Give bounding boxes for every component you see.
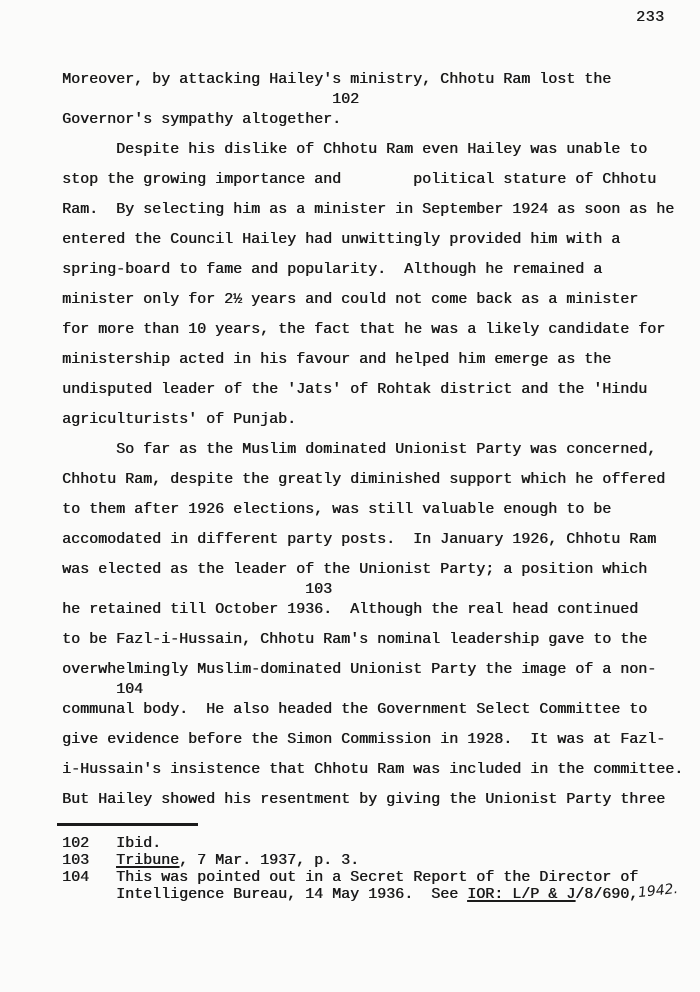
footnote-line: [62, 852, 678, 869]
footnote-text: , 7 Mar. 1937, p. 3.: [179, 852, 360, 869]
body-line: entered the Council Hailey had unwittingly provided him with a: [62, 231, 621, 248]
body-line: But Hailey showed his resentment by giving the Unionist Party three: [62, 791, 666, 808]
footnote-text: Ibid.: [116, 835, 162, 852]
body-line: accomodated in different party posts. In January 1926, Chhotu Ram: [62, 531, 657, 548]
body-line: Moreover, by attacking Hailey's ministry, Chhotu Ram lost the: [62, 71, 612, 88]
body-line: overwhelmingly Muslim-dominated Unionist Party the image of a non-: [62, 661, 657, 678]
body-line: for more than 10 years, the fact that he was a likely candidate for: [62, 321, 666, 338]
body-line: Despite his dislike of Chhotu Ram even Hailey was unable to: [62, 141, 648, 158]
footnote-marker-line: 104: [62, 681, 144, 698]
footnotes-list: [62, 835, 678, 903]
body-line: he retained till October 1936. Although the real head continued: [62, 601, 639, 618]
footnote-number: 102: [62, 835, 117, 852]
body-line: Governor's sympathy altogether.: [62, 111, 342, 128]
body-text: [62, 65, 683, 815]
body-line: communal body. He also headed the Government Select Committee to: [62, 701, 648, 718]
footnote-separator: [57, 823, 198, 826]
footnote-number: 103: [62, 852, 117, 869]
footnote-line: [62, 835, 678, 852]
body-line: ministership acted in his favour and helped him emerge as the: [62, 351, 612, 368]
body-line: spring-board to fame and popularity. Although he remained a: [62, 261, 603, 278]
handwritten-note: 1942.: [637, 880, 679, 902]
body-line: to them after 1926 elections, was still valuable enough to be: [62, 501, 612, 518]
footnote-line: [62, 869, 678, 886]
footnote-citation: IOR: L/P & J: [467, 886, 576, 903]
body-line: i-Hussain's insistence that Chhotu Ram was included in the committee.: [62, 761, 684, 778]
body-line: Chhotu Ram, despite the greatly diminished support which he offered: [62, 471, 666, 488]
footnote-number: [62, 886, 116, 903]
footnote-citation: Tribune: [116, 852, 180, 869]
body-line: minister only for 2½ years and could not come back as a minister: [62, 291, 639, 308]
body-line: undisputed leader of the 'Jats' of Rohtak district and the 'Hindu: [62, 381, 648, 398]
footnote-text: /8/690,: [575, 886, 639, 903]
footnote-number: 104: [62, 869, 117, 886]
body-line: Ram. By selecting him as a minister in September 1924 as soon as he: [62, 201, 675, 218]
footnote-line: [62, 880, 679, 903]
body-line: agriculturists' of Punjab.: [62, 411, 297, 428]
body-line: to be Fazl-i-Hussain, Chhotu Ram's nominal leadership gave to the: [62, 631, 648, 648]
body-line: So far as the Muslim dominated Unionist Party was concerned,: [62, 441, 657, 458]
body-line: was elected as the leader of the Unionist Party; a position which: [62, 561, 648, 578]
page-number: 233: [636, 9, 665, 26]
footnote-marker-line: 103: [62, 581, 333, 598]
footnote-marker-line: 102: [62, 91, 360, 108]
footnote-text: This was pointed out in a Secret Report of the Director of: [116, 869, 639, 886]
footnote-text: Intelligence Bureau, 14 May 1936. See: [116, 886, 468, 903]
body-line: give evidence before the Simon Commission in 1928. It was at Fazl-: [62, 731, 666, 748]
body-line: stop the growing importance and political stature of Chhotu: [62, 171, 657, 188]
